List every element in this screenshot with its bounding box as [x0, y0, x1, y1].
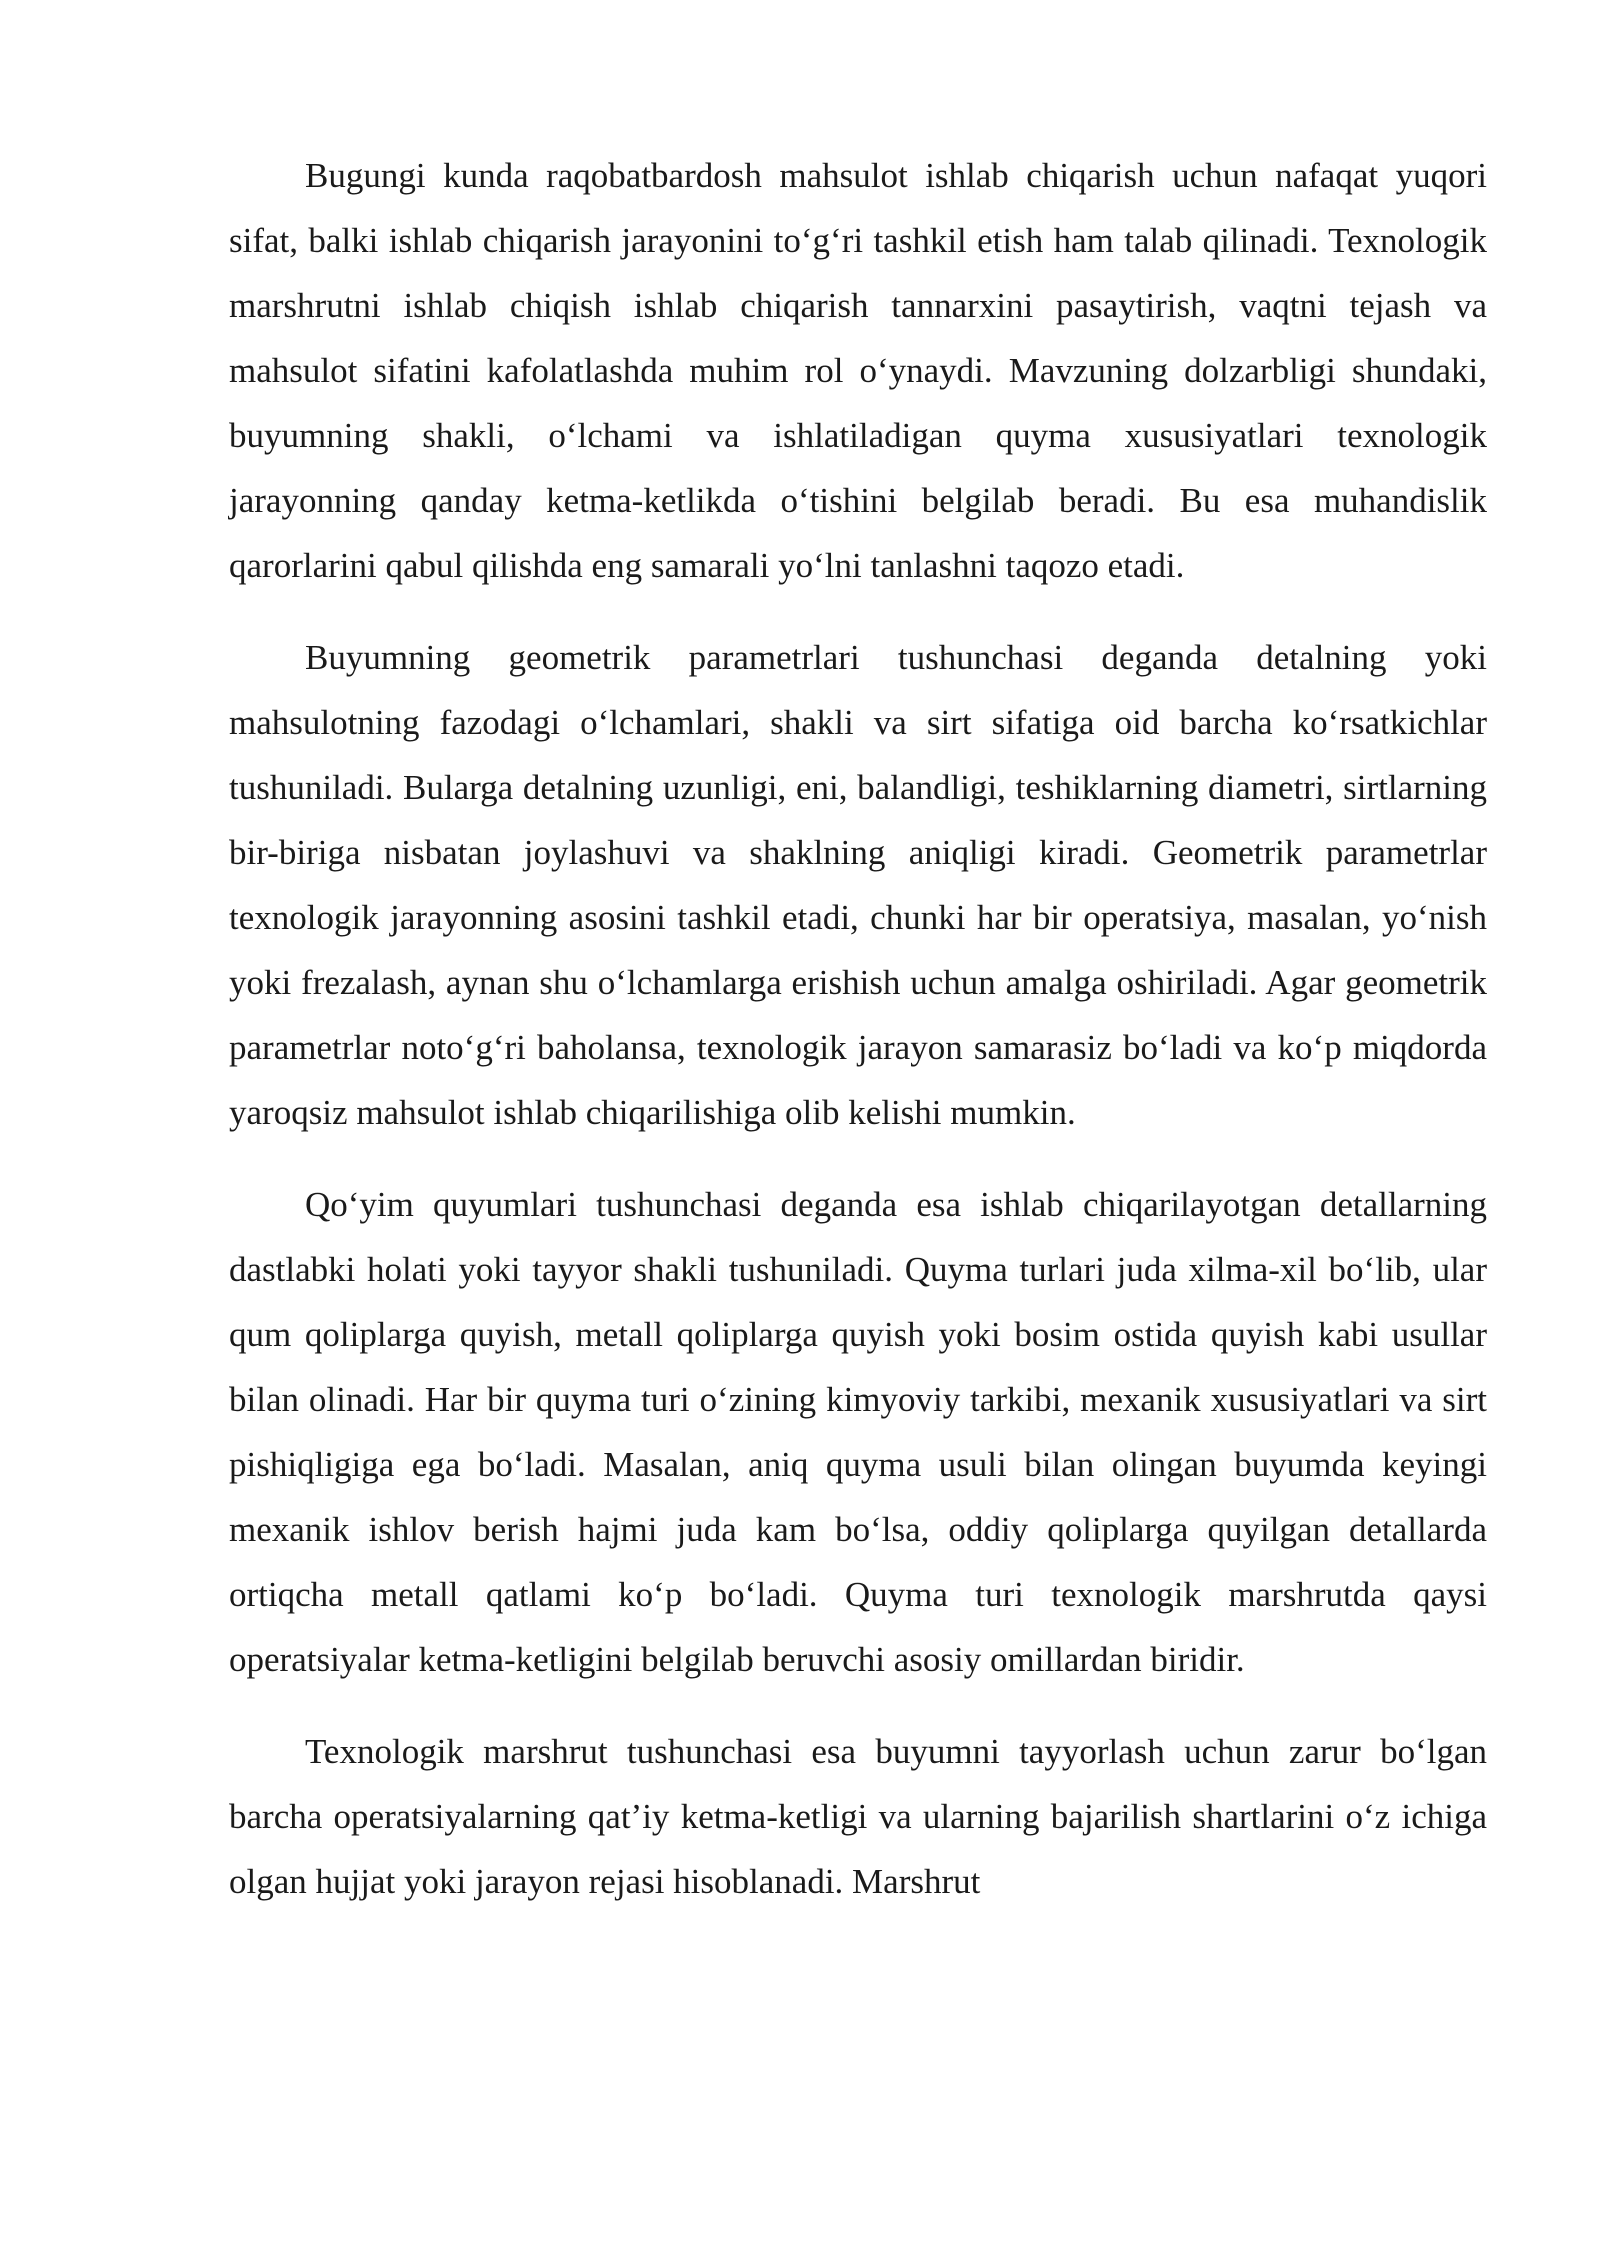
- paragraph-casting-types: Qo‘yim quyumlari tushunchasi deganda esa ishlab chiqarilayotgan detallarning dastlabki holati yoki tayyor shakli tushuniladi. Quyma turlari juda xilma-xil bo‘lib, ular qum qoliplarga quyish, metall qoliplarga quyish yoki bosim ostida quyish kabi usullar bilan olinadi. Har bir quyma turi o‘zining kimyoviy tarkibi, mexanik xususiyatlari va sirt pishiqligiga ega bo‘ladi. Masalan, aniq quyma usuli bilan olingan buyumda keyingi mexanik ishlov berish hajmi juda kam bo‘lsa, oddiy qoliplarga quyilgan detallarda ortiqcha metall qatlami ko‘p bo‘ladi. Quyma turi texnologik marshrutda qaysi operatsiyalar ketma-ketligini belgilab beruvchi asosiy omillardan biridir.: [229, 1185, 1487, 1679]
- paragraph-technological-route: Texnologik marshrut tushunchasi esa buyumni tayyorlash uchun zarur bo‘lgan barcha operatsiyalarning qat’iy ketma-ketligi va ularning bajarilish shartlarini o‘z ichiga olgan hujjat yoki jarayon rejasi hisoblanadi. Marshrut: [229, 1732, 1487, 1901]
- document-body: [229, 143, 1487, 1914]
- paragraph-geometric-parameters: Buyumning geometrik parametrlari tushunchasi deganda detalning yoki mahsulotning fazodagi o‘lchamlari, shakli va sirt sifatiga oid barcha ko‘rsatkichlar tushuniladi. Bularga detalning uzunligi, eni, balandligi, teshiklarning diametri, sirtlarning bir-biriga nisbatan joylashuvi va shaklning aniqligi kiradi. Geometrik parametrlar texnologik jarayonning asosini tashkil etadi, chunki har bir operatsiya, masalan, yo‘nish yoki frezalash, aynan shu o‘lchamlarga erishish uchun amalga oshiriladi. Agar geometrik parametrlar noto‘g‘ri baholansa, texnologik jarayon samarasiz bo‘ladi va ko‘p miqdorda yaroqsiz mahsulot ishlab chiqarilishiga olib kelishi mumkin.: [229, 638, 1487, 1132]
- paragraph-relevance: Bugungi kunda raqobatbardosh mahsulot ishlab chiqarish uchun nafaqat yuqori sifat, balki ishlab chiqarish jarayonini to‘g‘ri tashkil etish ham talab qilinadi. Texnologik marshrutni ishlab chiqish ishlab chiqarish tannarxini pasaytirish, vaqtni tejash va mahsulot sifatini kafolatlashda muhim rol o‘ynaydi. Mavzuning dolzarbligi shundaki, buyumning shakli, o‘lchami va ishlatiladigan quyma xususiyatlari texnologik jarayonning qanday ketma-ketlikda o‘tishini belgilab beradi. Bu esa muhandislik qarorlarini qabul qilishda eng samarali yo‘lni tanlashni taqozo etadi.: [229, 156, 1487, 585]
